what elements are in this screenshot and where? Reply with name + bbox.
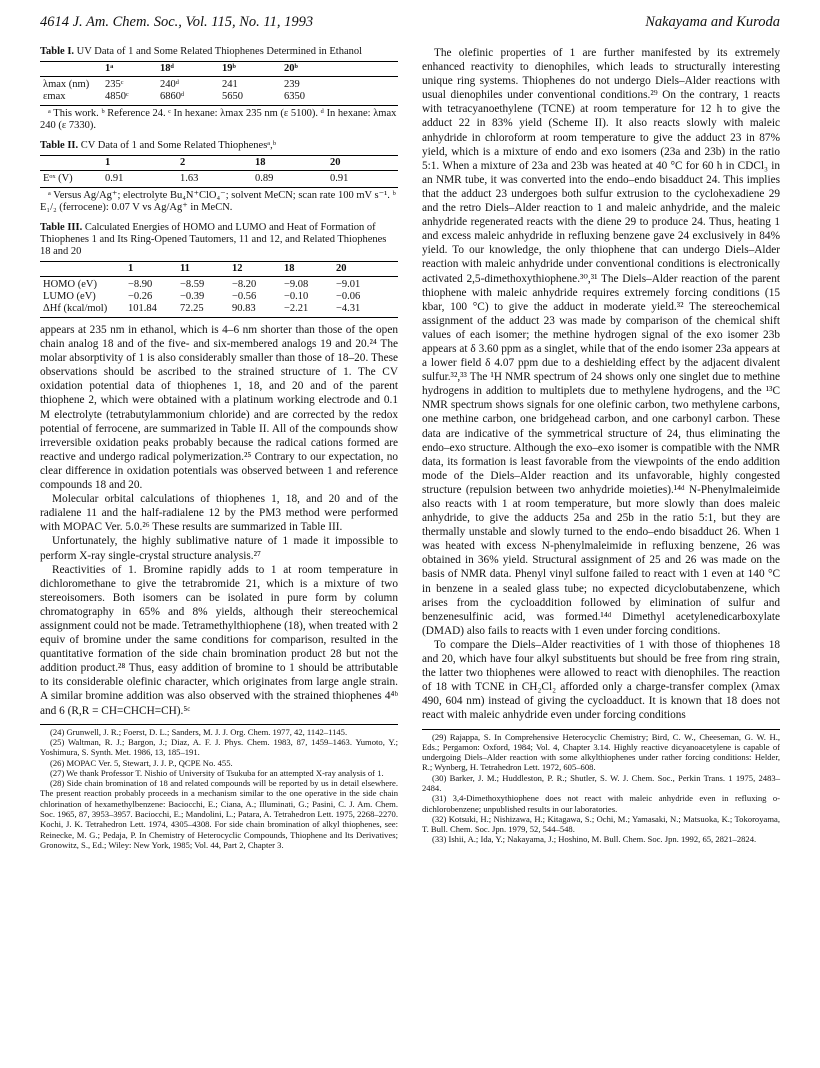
footnote: (28) Side chain bromination of 18 and related compounds will be reported by us in detail elsewhere. The present reaction probably proceeds in a mechanism similar to the one operative in the side chain chlorination of hexamethylbenzene: Baciocchi, E.; Ciana, A.; Illuminati, G.; Pasini, C. J. Am. Chem. Soc. 1965, 87, 3953–3957. Baciocchi, E.; Mandolini, L.; Patara, A. Tetrahedron Lett. 1975, 2268–2270. Kochi, J. K. Tetrahedron Lett. 1974, 4305–4308. For side chain bromination of alkyl thiophenes, see: Reinecke, M. G.; Pedaja, P. In Chemistry of Heterocyclic Compounds, Thiophene and Its Derivatives; Gronowitz, S., Ed.; Wiley: New York, 1985; Vol. 44, Part 2, Chapter 3.	[40, 778, 398, 850]
table1-caption	[40, 46, 398, 58]
table3-row	[40, 303, 398, 318]
footnote: (31) 3,4-Dimethoxythiophene does not react with maleic anhydride even in refluxing o-dichlorobenzene; unpublished results in our laboratories.	[422, 793, 780, 814]
table1-row-label: λmax (nm)	[43, 79, 90, 90]
table2-header-cell: 1	[102, 156, 177, 171]
table3-cell: −0.26	[128, 291, 153, 302]
left-footnotes	[40, 727, 398, 851]
table3-title: Calculated Energies of HOMO and LUMO and Heat of Formation of Thiophenes 1 and Its Ring-Opened Tautomers, 11 and 12, and Related Thiophenes 18 and 20	[40, 222, 387, 257]
footnote: (32) Kotsuki, H.; Nishizawa, H.; Kitagawa, S.; Ochi, M.; Yamasaki, N.; Matsuoka, K.; Tokoroyama, T. Bull. Chem. Soc. Jpn. 1979, 52, 544–548.	[422, 813, 780, 835]
table2-caption	[40, 140, 398, 152]
table1-header-cell: 20ᵇ	[281, 62, 398, 77]
table3-header-cell: 18	[281, 262, 333, 277]
footnote-rule	[422, 729, 780, 730]
table1-row-label: εmax	[40, 91, 102, 106]
table3-cell: −0.10	[284, 291, 309, 302]
table3-row	[40, 277, 398, 292]
footnote: (30) Barker, J. M.; Huddleston, P. R.; Shutler, S. W. J. Chem. Soc., Perkin Trans. 1 1975, 2483–2484.	[422, 772, 780, 793]
table3	[40, 261, 398, 318]
table3-cell: −9.08	[284, 279, 309, 290]
table3-cell: 72.25	[177, 303, 229, 318]
table2-cell: 0.89	[252, 171, 327, 188]
table3-caption	[40, 222, 398, 258]
journal-citation: 4614 J. Am. Chem. Soc., Vol. 115, No. 11, 1993	[40, 14, 314, 30]
table1-cell: 235ᶜ	[105, 79, 124, 90]
table1	[40, 61, 398, 106]
table1-cell: 6350	[281, 91, 398, 106]
table2-cell: 0.91	[327, 171, 398, 188]
footnote: (26) MOPAC Ver. 5, Stewart, J. J. P., QCPE No. 455.	[50, 757, 233, 768]
right-footnotes	[422, 732, 780, 845]
table1-header-row	[40, 62, 398, 77]
table1-cell: 241	[222, 79, 238, 90]
table3-cell: −9.01	[336, 279, 361, 290]
table3-label: Table III.	[40, 222, 83, 233]
left-column	[40, 46, 398, 850]
table1-label: Table I.	[40, 46, 75, 57]
table3-header-cell	[40, 262, 125, 277]
table3-header-cell: 20	[333, 262, 398, 277]
right-body-text	[422, 46, 780, 723]
table2-label: Table II.	[40, 140, 79, 151]
table1-header-cell: 18ᵈ	[157, 62, 219, 77]
table2-header-cell: 20	[327, 156, 398, 171]
table1-title: UV Data of 1 and Some Related Thiophenes Determined in Ethanol	[74, 46, 363, 57]
footnote: (25) Waltman, R. J.; Bargon, J.; Diaz, A. F. J. Phys. Chem. 1983, 87, 1459–1463. Yumoto, Y.; Yoshimura, S. Synth. Met. 1986, 13, 185–191.	[40, 736, 398, 758]
table3-cell: −0.39	[180, 291, 205, 302]
body-paragraph: Molecular orbital calculations of thiophenes 1, 18, and 20 and of the radialene 11 and the half-radialene 12 by the PM3 method were performed with MOPAC Ver. 5.0.²⁶ These results are summarized in Table III.	[40, 493, 398, 534]
table3-cell: −8.90	[128, 279, 153, 290]
table1-row	[40, 91, 398, 106]
body-paragraph: To compare the Diels–Alder reactivities of 1 with those of thiophenes 18 and 20, which have four alkyl substituents but should be free from ring strain, the latter two thiophenes were allowed to react with dienophiles. The reaction of 18 with TCNE in CH₂Cl₂ afforded only a charge-transfer complex (λmax 490, 604 nm) instead of giving the cycloadduct. It is known that 18 does not react with maleic anhydride even under forcing conditions	[422, 638, 780, 722]
table2-title: CV Data of 1 and Some Related Thiophenesᵃ,ᵇ	[78, 140, 277, 151]
table1-cell: 240ᵈ	[160, 79, 180, 90]
author-names: Nakayama and Kuroda	[645, 14, 780, 30]
table3-cell: −2.21	[281, 303, 333, 318]
body-paragraph: appears at 235 nm in ethanol, which is 4–6 nm shorter than those of the open chain analog 18 and of the five- and six-membered analogs 19 and 20.²⁴ The molar absorptivity of 1 is also considerably smaller than those of 18–20. These observations should be ascribed to the strained structure of 1. The CV oxidation potential data of thiophenes 1, 18, and 20 and of the parent thiophene 2, which were obtained with a platinum working electrode and 0.1 M electrolyte (tetrabutylammonium chloride) and are corrected by the redox potential of ferrocene, are summarized in Table II. All of the compounds show irreversible oxidation peaks probably because the radical cations formed are reactive and undergo radical polymerization.²⁵ Contrary to our expectation, no clear difference in oxidation potentials was observed between 1 and reference compounds 18 and 20.	[40, 324, 398, 492]
table3-cell: −0.06	[336, 291, 361, 302]
table2	[40, 155, 398, 188]
table3-cell: −4.31	[333, 303, 398, 318]
table3-row-label: ΔHf (kcal/mol)	[40, 303, 125, 318]
footnote: (33) Ishii, A.; Ida, Y.; Nakayama, J.; Hoshino, M. Bull. Chem. Soc. Jpn. 1992, 65, 2821–2824.	[432, 834, 757, 845]
table3-row-label: HOMO (eV)	[43, 279, 97, 290]
table2-header-row	[40, 156, 398, 171]
table2-row	[40, 171, 398, 188]
table1-cell: 4850ᶜ	[102, 91, 157, 106]
right-column	[422, 46, 780, 845]
table3-cell: 101.84	[125, 303, 177, 318]
table2-header-cell: 18	[252, 156, 327, 171]
table1-footnote: ᵃ This work. ᵇ Reference 24. ᶜ In hexane: λmax 235 nm (ε 5100). ᵈ In hexane: λmax 240 (ε 7330).	[40, 108, 397, 131]
body-paragraph: Reactivities of 1. Bromine rapidly adds to 1 at room temperature in dichloromethane to give the tetrabromide 21, which is a mixture of two stereoisomers. Both isomers can be isolated in pure form by column chromatography in 65% and 8% yields, although their stereochemical assignment could not be made. Tetramethylthiophene (18), when treated with 2 equiv of bromine under the same conditions for comparison, resulted in the quantitative formation of the side chain bromination product 28 but not the addition product.²⁸ Thus, easy addition of bromine to 1 should be attributable to its considerable olefinic character, which originates from large angle strain. A similar bromine addition was also observed with the strained thiophenes 4⁴ᵇ and 6 (R,R = CH=CHCH=CH).⁵ᶜ	[40, 563, 398, 717]
table1-header-cell: 19ᵇ	[219, 62, 281, 77]
table3-cell: −8.20	[232, 279, 257, 290]
table1-cell: 239	[284, 79, 300, 90]
table1-cell: 6860ᵈ	[157, 91, 219, 106]
footnote: (27) We thank Professor T. Nishio of University of Tsukuba for an attempted X-ray analysis of 1.	[50, 767, 384, 778]
table1-row	[40, 77, 398, 92]
footnote: (29) Rajappa, S. In Comprehensive Heterocyclic Chemistry; Bird, C. W., Cheeseman, G. W. H., Eds.; Pergamon: Oxford, 1984; Vol. 4, Chapter 3.14. Highly reactive dicyanoacetylene is capable of undergoing Diels–Alder reaction with some alkylthiophenes under rather forcing conditions: Helder, R.; Wynberg, H. Tetrahedron Lett. 1972, 605–608.	[422, 731, 780, 773]
footnote: (24) Grunwell, J. R.; Foerst, D. L.; Sanders, M. J. J. Org. Chem. 1977, 42, 1142–1145.	[50, 726, 348, 737]
table2-cell: 0.91	[102, 171, 177, 188]
table2-footnote: ᵃ Versus Ag/Ag⁺; electrolyte Bu₄N⁺ClO₄⁻; solvent MeCN; scan rate 100 mV s⁻¹. ᵇ E₁/₂ (ferrocene): 0.07 V vs Ag/Ag⁺ in MeCN.	[40, 190, 396, 213]
table1-cell: 5650	[219, 91, 281, 106]
left-body-text	[40, 323, 398, 718]
body-paragraph: Unfortunately, the highly sublimative nature of 1 made it impossible to perform X-ray single-crystal structure analysis.²⁷	[40, 535, 398, 562]
table2-header-cell: 2	[177, 156, 252, 171]
table2-cell: 1.63	[177, 171, 252, 188]
table2-row-label: Eᵒˣ (V)	[40, 171, 102, 188]
table3-header-cell: 12	[229, 262, 281, 277]
table2-header-cell	[40, 156, 102, 171]
table3-header-row	[40, 262, 398, 277]
table3-header-cell: 1	[125, 262, 177, 277]
table3-cell: −8.59	[180, 279, 205, 290]
table3-cell: −0.56	[232, 291, 257, 302]
table1-header-cell	[40, 62, 102, 77]
table1-header-cell: 1ᵃ	[102, 62, 157, 77]
table3-row-label: LUMO (eV)	[43, 291, 96, 302]
body-paragraph: The olefinic properties of 1 are further manifested by its extremely enhanced reactivity to dienophiles, which leads to structurally interesting unique ring systems. Thiophenes do not undergo Diels–Alder reactions with usual dienophiles under conventional conditions.²⁹ On the contrary, 1 reacts with tetracyanoethylene (TCNE) at room temperature for 12 h to give the adduct 22 in 83% yield (Scheme II). It also reacts slowly with maleic anhydride in chloroform at room temperature to give the adduct 23 in 87% yield, which is a mixture of endo and exo isomers (23a and 23b) in the ratio 5:1. When a mixture of 23a and 23b was heated at 40 °C for 60 h in CDCl₃ in an NMR tube, it was converted into the endo–endo bisadduct 24. This implies that the adduct 23 undergoes both sulfur extrusion to the cyclohexadiene 29 and the retro Diels–Alder reaction to 1 and maleic anhydride, and the maleic anhydride regenerated reacts with the diene 29 to produce 24. Thus, heating 1 and excess maleic anhydride in refluxing benzene gave 24 exclusively in 84% yield. To our knowledge, the only thiophene that can undergo Diels–Alder reaction with maleic anhydride under conventional conditions is electronically activated 2,5-dimethoxythiophene.³⁰,³¹ The Diels–Alder reaction of the parent thiophene with maleic anhydride requires extremely forcing conditions (15 kbar, 100 °C) to give the adduct in moderate yield.³² The stereochemical assignment of the adduct 23 was made by comparison of the chemical shift values of each isomer; the methine hydrogen signal of the exo isomer 23b appears at δ 3.60 ppm as a singlet, while that of the endo isomer 23a appears at a lower field δ 4.07 ppm due to a deshielding effect by the adjacent divalent sulfur.³²,³³ The ¹H NMR spectrum of 24 shows only one singlet due to methine hydrogens in addition to multiplets due to methylene hydrogens, and the ¹³C NMR spectrum shows signals for one olefinic carbon, two methylene carbons, one methine carbon, one bridgehead carbon, and one carbonyl carbon. These data are indicative of the symmetrical structure of 24, thus eliminating the endo–exo structure. Although the exo–exo isomer is compatible with the NMR data, its formation is least favorable from the viewpoints of the endo addition mode of the Diels–Alder reaction and its unfavorable, highly congested structure (repulsion between two anhydride moieties).¹⁴ᵈ N-Phenylmaleimide also reacts with 1 at room temperature, but more slowly than does maleic anhydride, to give the adducts 25a and 25b in the ratio 5:1, but they are thermally unstable and slowly turned to the endo–endo bisadduct 26. When 1 was heated with excess N-phenylmaleimide in refluxing benzene, 26 was obtained in 36% yield. Structural assignment of 25 and 26 was made on the basis of NMR data. Phenyl vinyl sulfone failed to react with 1 even at 140 °C in benzene in a sealed glass tube; no expected dicyclobutabenzene, which arises from the cycloaddition followed by elimination of sulfur and benzenesulfinic acid, was formed.¹⁴ᵈ Dimethyl acetylenedicarboxylate (DMAD) also fails to reacts with 1 even under forcing conditions.	[422, 47, 780, 637]
table3-header-cell: 11	[177, 262, 229, 277]
running-header	[40, 14, 780, 32]
footnote-rule	[40, 724, 398, 725]
table3-cell: 90.83	[229, 303, 281, 318]
table3-row	[40, 291, 398, 303]
